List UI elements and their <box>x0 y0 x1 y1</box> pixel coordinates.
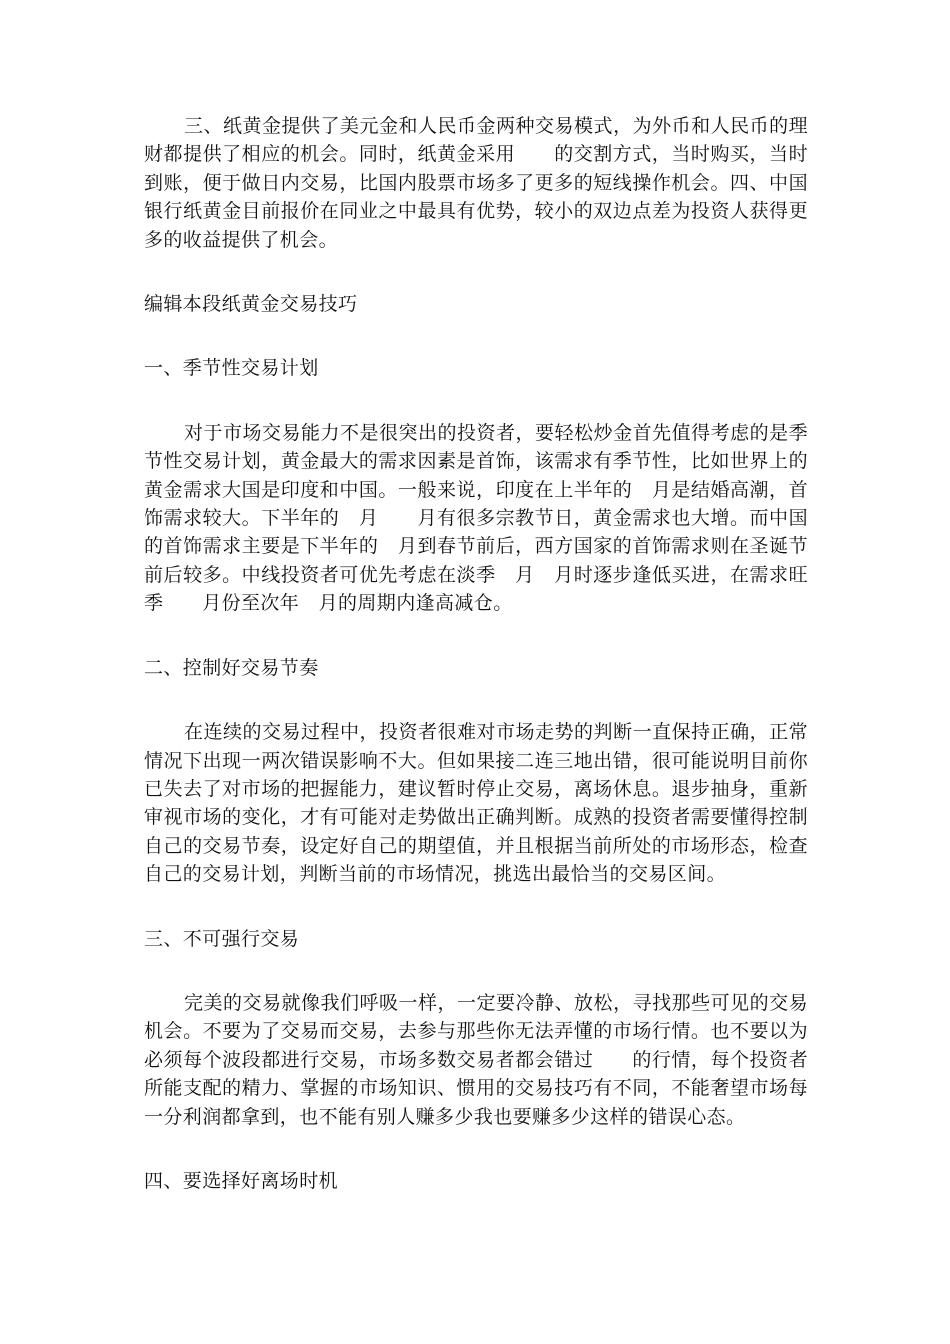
heading-no-forced-trading: 三、不可强行交易 <box>144 927 300 950</box>
paragraph-advantages: 三、纸黄金提供了美元金和人民币金两种交易模式，为外币和人民币的理财都提供了相应的机会。同时，纸黄金采用 的交割方式，当时购买，当时到账，便于做日内交易，比国内股票市场多了更多的短线操作机会。四、中国银行纸黄金目前报价在同业之中最具有优势，较小的双边点差为投资人获得更多的收益提供了机会。 <box>144 115 808 251</box>
paragraph-no-forced-trading: 完美的交易就像我们呼吸一样，一定要冷静、放松，寻找那些可见的交易机会。不要为了交易而交易，去参与那些你无法弄懂的市场行情。也不要以为必须每个波段都进行交易，市场多数交易者都会错过 的行情，每个投资者所能支配的精力、掌握的市场知识、惯用的交易技巧有不同，不能奢望市场每一分利润都拿到，也不能有别人赚多少我也要赚多少这样的错误心态。 <box>144 991 808 1128</box>
heading-exit-timing: 四、要选择好离场时机 <box>144 1169 339 1192</box>
document-page <box>144 112 808 1195</box>
paragraph-trading-rhythm: 在连续的交易过程中，投资者很难对市场走势的判断一直保持正确，正常情况下出现一两次错误影响不大。但如果接二连三地出错，很可能说明目前你已失去了对市场的把握能力，建议暂时停止交易，离场休息。退步抽身，重新审视市场的变化，才有可能对走势做出正确判断。成熟的投资者需要懂得控制自己的交易节奏，设定好自己的期望值，并且根据当前所处的市场形态，检查自己的交易计划，判断当前的市场情况，挑选出最恰当的交易区间。 <box>144 721 808 886</box>
paragraph-seasonal-plan: 对于市场交易能力不是很突出的投资者，要轻松炒金首先值得考虑的是季节性交易计划，黄金最大的需求因素是首饰，该需求有季节性，比如世界上的黄金需求大国是印度和中国。一般来说，印度在上半年的 月是结婚高潮，首饰需求较大。下半年的 月 月有很多宗教节日，黄金需求也大增。而中国的首饰需求主要是下半年的 月到春节前后，西方国家的首饰需求则在圣诞节前后较多。中线投资者可优先考虑在淡季 月 月时逐步逢低买进，在需求旺季 月份至次年 月的周期内逢高减仓。 <box>144 421 808 615</box>
heading-trading-rhythm: 二、控制好交易节奏 <box>144 656 319 679</box>
section-title: 编辑本段纸黄金交易技巧 <box>144 293 358 316</box>
heading-seasonal-plan: 一、季节性交易计划 <box>144 357 319 380</box>
